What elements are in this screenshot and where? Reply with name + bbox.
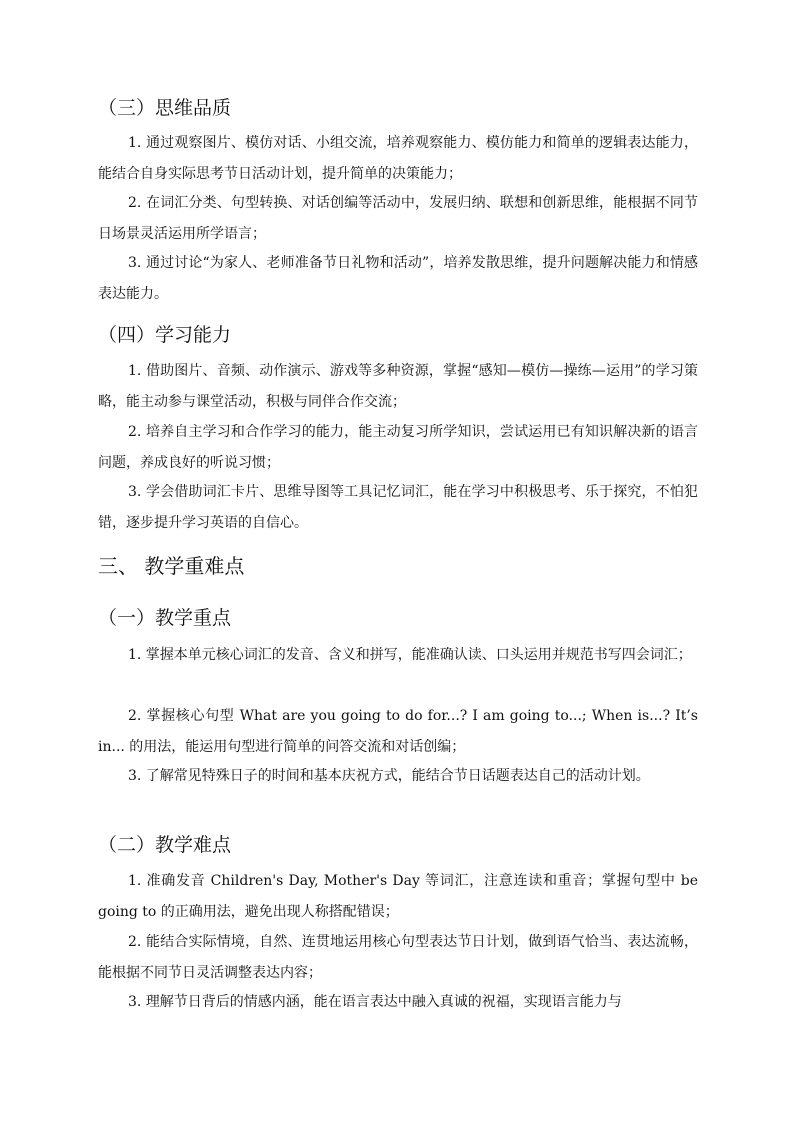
paragraph: 2. 能结合实际情境，自然、连贯地运用核心句型表达节日计划，做到语气恰当、表达流畅，能根据不同节日灵活调整表达内容；: [98, 934, 698, 981]
paragraph: 3. 通过讨论“为家人、老师准备节日礼物和活动”，培养发散思维，提升问题解决能力和情感表达能力。: [98, 255, 698, 302]
subsection-heading-difficult-points: （二）教学难点: [98, 834, 232, 856]
paragraph: 3. 了解常见特殊日子的时间和基本庆祝方式，能结合节日话题表达自己的活动计划。: [128, 768, 650, 784]
subsection-heading-key-points: （一）教学重点: [98, 607, 232, 629]
main-heading-teaching-key-points: 三、 教学重难点: [98, 554, 245, 578]
paragraph: 3. 理解节日背后的情感内涵，能在语言表达中融入真诚的祝福，实现语言能力与: [128, 994, 622, 1010]
paragraph: 3. 学会借助词汇卡片、思维导图等工具记忆词汇，能在学习中积极思考、乐于探究，不怕犯错，逐步提升学习英语的自信心。: [98, 484, 698, 531]
paragraph: 2. 掌握核心句型 What are you going to do for...? I am going to...; When is...? It’s in... 的用法，能运用句型进行简单的问答交流和对话创编；: [98, 708, 698, 755]
paragraph: 2. 在词汇分类、句型转换、对话创编等活动中，发展归纳、联想和创新思维，能根据不同节日场景灵活运用所学语言；: [98, 195, 698, 242]
paragraph: 1. 准确发音 Children's Day, Mother's Day 等词汇，注意连读和重音；掌握句型中 be going to 的正确用法，避免出现人称搭配错误；: [98, 873, 698, 920]
section-heading-learning-ability: （四）学习能力: [98, 324, 232, 346]
paragraph: 2. 培养自主学习和合作学习的能力，能主动复习所学知识，尝试运用已有知识解决新的语言问题，养成良好的听说习惯；: [98, 424, 698, 471]
section-heading-thinking-quality: （三）思维品质: [98, 97, 232, 119]
paragraph: 1. 掌握本单元核心词汇的发音、含义和拼写，能准确认读、口头运用并规范书写四会词汇；: [128, 647, 692, 663]
paragraph: 1. 通过观察图片、模仿对话、小组交流，培养观察能力、模仿能力和简单的逻辑表达能力，能结合自身实际思考节日活动计划，提升简单的决策能力；: [98, 135, 698, 182]
paragraph: 1. 借助图片、音频、动作演示、游戏等多种资源，掌握“感知—模仿—操练—运用”的学习策略，能主动参与课堂活动，积极与同伴合作交流；: [98, 363, 698, 410]
